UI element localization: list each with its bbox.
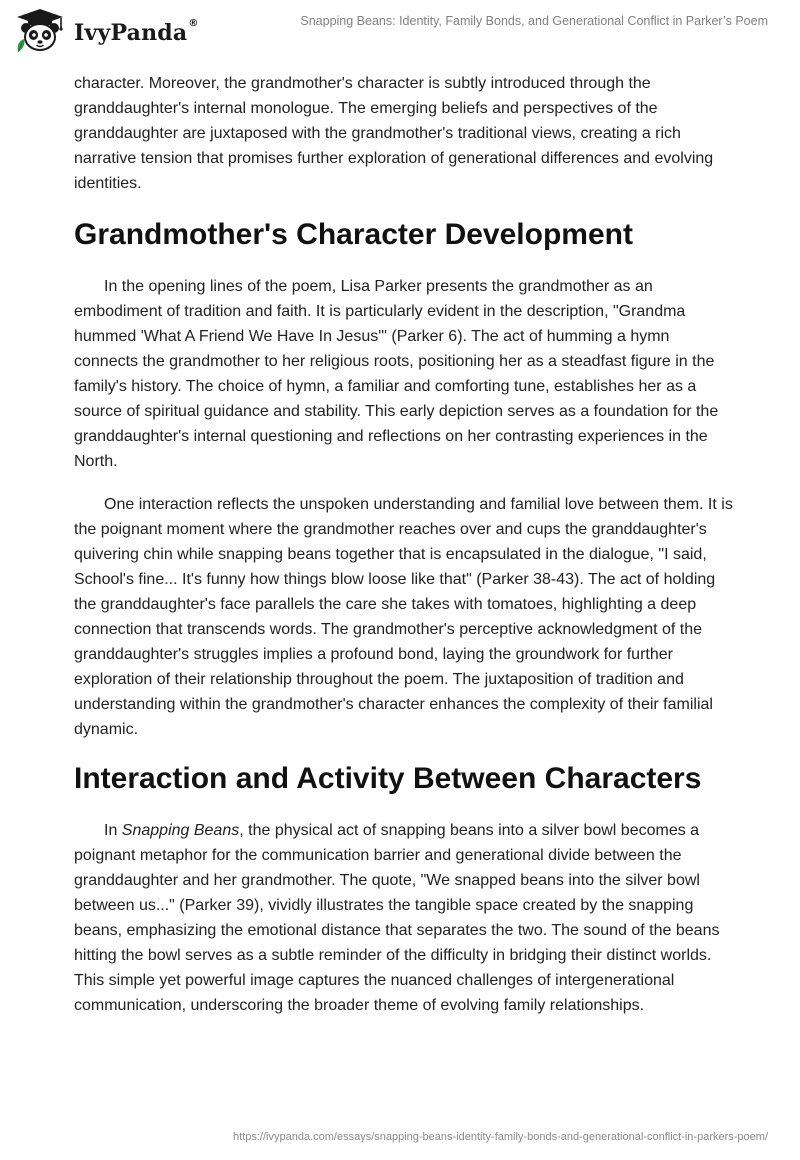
source-url[interactable]: https://ivypanda.com/essays/snapping-beans-identity-family-bonds-and-generational-conflict-in-parkers-poem/ [233,1131,768,1143]
registered-mark: ® [188,18,199,29]
poem-title: Snapping Beans [121,822,240,839]
intro-paragraph: character. Moreover, the grandmother's character is subtly introduced through the granddaughter's internal monologue. The emerging beliefs and perspectives of the granddaughter are juxtaposed with the grandmother's traditional views, creating a rich narrative tension that promises further exploration of generational differences and evolving identities. [74,75,714,192]
section-heading-interaction: Interaction and Activity Between Characters [74,762,702,795]
document-title: Snapping Beans: Identity, Family Bonds, and Generational Conflict in Parker’s Poem [300,14,768,28]
logo-wordmark [74,20,199,46]
page-header [0,0,800,70]
essay-body [74,71,734,1018]
paragraph-prefix: In [104,822,122,839]
paragraph-text: , the physical act of snapping beans into a silver bowl becomes a poignant metaphor for the communication barrier and generational divide between the granddaughter and her grandmother. The quote, "We snapped beans into the silver bowl between us..." (Parker 39), vividly illustrates the tangible space created by the snapping beans, emphasizing the emotional distance that separates the two. The sound of the beans hitting the bowl serves as a subtle reminder of the difficulty in bridging their distinct worlds. This simple yet powerful image captures the nuanced challenges of intergenerational communication, underscoring the broader theme of evolving family relationships. [74,822,720,1014]
section2-paragraph-1 [74,818,734,1018]
section-heading-grandmother: Grandmother's Character Development [74,218,633,251]
ivypanda-logo[interactable] [14,8,199,54]
section1-paragraph-2: One interaction reflects the unspoken understanding and familial love between them. It is the poignant moment where the grandmother reaches over and cups the granddaughter's quivering chin while snapping beans together that is encapsulated in the dialogue, "I said, School's fine... It's funny how things blow loose like that" (Parker 38-43). The act of holding the granddaughter's face parallels the care she takes with tomatoes, highlighting a deep connection that transcends words. The grandmother's perceptive acknowledgment of the granddaughter's struggles implies a profound bond, laying the groundwork for further exploration of their relationship throughout the poem. The juxtaposition of tradition and understanding within the grandmother's character enhances the complexity of their familial dynamic. [74,496,733,738]
logo-name: IvyPanda [74,20,188,46]
panda-graduate-icon [14,8,66,54]
section1-paragraph-1: In the opening lines of the poem, Lisa Parker presents the grandmother as an embodiment of tradition and faith. It is particularly evident in the description, "Grandma hummed 'What A Friend We Have In Jesus'" (Parker 6). The act of humming a hymn connects the grandmother to her religious roots, positioning her as a steadfast figure in the family's history. The choice of hymn, a familiar and comforting tune, establishes her as a source of spiritual guidance and stability. This early depiction serves as a foundation for the granddaughter's internal questioning and reflections on her contrasting experiences in the North. [74,278,719,470]
